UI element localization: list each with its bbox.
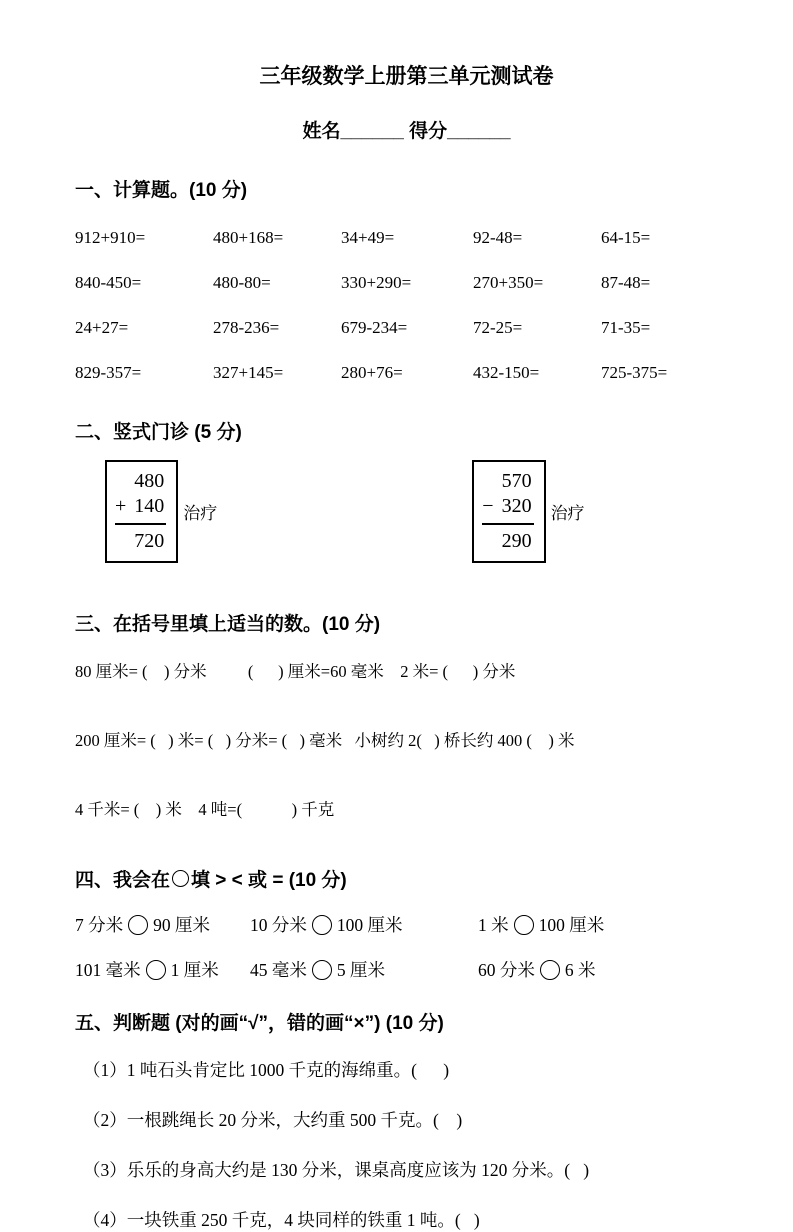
section4-heading-pre: 四、我会在	[75, 870, 171, 891]
calc-problem: 92-48=	[473, 228, 523, 247]
calc-problem: 72-25=	[473, 318, 523, 337]
comparison-item	[75, 912, 250, 937]
calculation-grid	[75, 228, 738, 383]
vcalc2-operand-row	[482, 495, 533, 525]
comparison-row-1	[75, 912, 738, 937]
vcalc1-operand-row	[115, 495, 166, 525]
calc-problem: 87-48=	[601, 273, 651, 292]
fill-line: 4 千米= ( ) 米 4 吨=( ) 千克	[75, 800, 335, 819]
comparison-left: 101 毫米	[75, 960, 141, 980]
vertical-calc-area	[105, 460, 738, 563]
plus-operator: +	[115, 495, 127, 517]
vcalc2-label: 治疗	[550, 504, 585, 523]
vcalc1-bottom-number: 140	[134, 495, 165, 517]
section3-heading: 三、在括号里填上适当的数。(10 分)	[75, 614, 381, 635]
vertical-calc-1-box	[105, 460, 178, 563]
comparison-right: 90 厘米	[153, 915, 210, 935]
vcalc1-label: 治疗	[183, 504, 218, 523]
judgment-item: （4）一块铁重 250 千克，4 块同样的铁重 1 吨。( )	[83, 1210, 480, 1230]
calc-problem: 480+168=	[213, 228, 284, 247]
compare-circle-icon	[312, 960, 332, 980]
calc-problem: 840-450=	[75, 273, 142, 292]
vcalc2-result: 290	[501, 530, 532, 552]
name-score-line: 姓名______ 得分______	[302, 121, 511, 142]
section4-heading-post: 填 > < 或 = (10 分)	[191, 870, 347, 891]
calc-problem: 432-150=	[473, 363, 540, 382]
calc-problem: 829-357=	[75, 363, 142, 382]
section1-heading: 一、计算题。(10 分)	[75, 180, 248, 201]
vcalc1-top-number: 480	[134, 470, 165, 492]
section5-heading: 五、判断题 (对的画“√”，错的画“×”) (10 分)	[75, 1013, 444, 1034]
comparison-left: 45 毫米	[250, 960, 307, 980]
judgment-list	[75, 1057, 738, 1232]
vertical-calc-1	[105, 460, 217, 563]
calc-problem: 64-15=	[601, 228, 651, 247]
calc-problem: 480-80=	[213, 273, 271, 292]
section4-heading	[75, 865, 738, 892]
comparison-item	[478, 957, 738, 982]
comparison-right: 100 厘米	[538, 915, 605, 935]
calc-problem: 278-236=	[213, 318, 280, 337]
vcalc2-bottom-number: 320	[501, 495, 532, 517]
comparison-right: 6 米	[564, 960, 596, 980]
comparison-left: 60 分米	[478, 960, 535, 980]
vertical-calc-2-box	[472, 460, 545, 563]
minus-operator: −	[482, 495, 494, 517]
comparison-left: 10 分米	[250, 915, 307, 935]
calc-problem: 725-375=	[601, 363, 668, 382]
fill-line: 200 厘米= ( ) 米= ( ) 分米= ( ) 毫米 小树约 2( ) 桥长约 400 ( ) 米	[75, 731, 575, 750]
compare-circle-icon	[146, 960, 166, 980]
calc-problem: 327+145=	[213, 363, 284, 382]
section2-heading: 二、竖式门诊 (5 分)	[75, 422, 242, 443]
calc-problem: 679-234=	[341, 318, 408, 337]
calc-problem: 912+910=	[75, 228, 146, 247]
calc-problem: 71-35=	[601, 318, 651, 337]
calc-problem: 24+27=	[75, 318, 129, 337]
fill-line: 80 厘米= ( ) 分米 ( ) 厘米=60 毫米 2 米= ( ) 分米	[75, 662, 516, 681]
comparison-left: 1 米	[478, 915, 509, 935]
comparison-row-2	[75, 957, 738, 982]
vcalc2-top-number: 570	[501, 470, 532, 492]
comparison-right: 100 厘米	[336, 915, 403, 935]
page-title: 三年级数学上册第三单元测试卷	[259, 65, 554, 88]
comparison-right: 1 厘米	[170, 960, 219, 980]
compare-circle-icon	[312, 915, 332, 935]
comparison-item	[250, 912, 478, 937]
calc-problem: 280+76=	[341, 363, 403, 382]
compare-circle-icon	[514, 915, 534, 935]
comparison-right: 5 厘米	[336, 960, 385, 980]
fill-in-blanks-list	[75, 658, 738, 820]
judgment-item: （1）1 吨石头肯定比 1000 千克的海绵重。( )	[83, 1060, 450, 1080]
judgment-item: （2）一根跳绳长 20 分米，大约重 500 千克。( )	[83, 1110, 463, 1130]
calc-problem: 330+290=	[341, 273, 412, 292]
comparison-item	[478, 912, 738, 937]
comparison-left: 7 分米	[75, 915, 124, 935]
comparison-item	[75, 957, 250, 982]
compare-circle-icon	[128, 915, 148, 935]
vcalc1-result: 720	[134, 530, 165, 552]
compare-circle-icon	[172, 870, 189, 887]
comparison-item	[250, 957, 478, 982]
calc-problem: 34+49=	[341, 228, 395, 247]
compare-circle-icon	[540, 960, 560, 980]
calc-problem: 270+350=	[473, 273, 544, 292]
vertical-calc-2	[472, 460, 584, 563]
judgment-item: （3）乐乐的身高大约是 130 分米，课桌高度应该为 120 分米。( )	[83, 1160, 590, 1180]
